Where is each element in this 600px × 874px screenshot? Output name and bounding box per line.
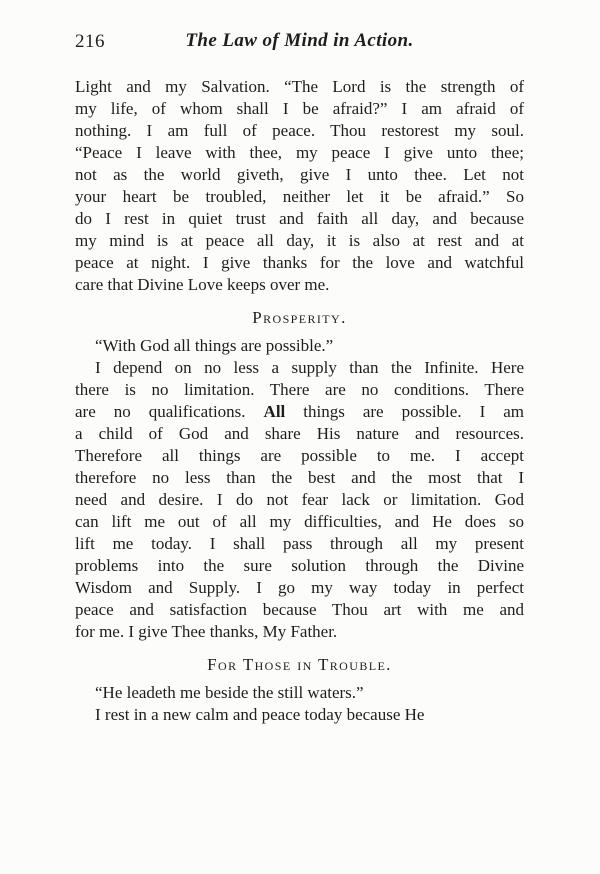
text-line: nothing. I am full of peace. Thou restorest my soul.	[75, 121, 524, 140]
text-line: a child of God and share His nature and resources.	[75, 424, 524, 443]
text-line: I rest in a new calm and peace today because He	[95, 705, 425, 724]
page-body	[75, 76, 524, 726]
prosperity-paragraph	[75, 357, 524, 643]
text-line: there is no limitation. There are no conditions. There	[75, 380, 524, 399]
running-title: The Law of Mind in Action.	[185, 30, 414, 51]
text-segment: things are possible. I am	[285, 402, 525, 421]
prosperity-quote-paragraph	[75, 335, 524, 357]
section-heading-for-those-in-trouble: For Those in Trouble.	[207, 655, 392, 674]
text-line: my mind is at peace all day, it is also at rest and at	[75, 231, 524, 250]
opening-paragraph	[75, 76, 524, 296]
text-line: care that Divine Love keeps over me.	[75, 275, 330, 294]
text-line: do I rest in quiet trust and faith all day, and because	[75, 209, 524, 228]
text-line: therefore no less than the best and the most that I	[75, 468, 524, 487]
text-line: I depend on no less a supply than the Infinite. Here	[95, 358, 524, 377]
text-line: Light and my Salvation. “The Lord is the strength of	[75, 77, 524, 96]
text-line: your heart be troubled, neither let it be afraid.” So	[75, 187, 524, 206]
text-line: my life, of whom shall I be afraid?” I am afraid of	[75, 99, 524, 118]
text-line: peace at night. I give thanks for the love and watchful	[75, 253, 524, 272]
text-line: can lift me out of all my difficulties, and He does so	[75, 512, 524, 531]
text-line: “Peace I leave with thee, my peace I give unto thee;	[75, 143, 524, 162]
text-line: for me. I give Thee thanks, My Father.	[75, 622, 338, 641]
scripture-quote-line: “He leadeth me beside the still waters.”	[95, 683, 364, 702]
page-header	[75, 30, 524, 54]
page-number: 216	[75, 31, 105, 52]
text-line: Therefore all things are possible to me. I accept	[75, 446, 524, 465]
scripture-quote-line: “With God all things are possible.”	[95, 336, 334, 355]
text-line: problems into the sure solution through the Divine	[75, 556, 524, 575]
text-segment: are no qualifications.	[75, 402, 264, 421]
text-line: lift me today. I shall pass through all my present	[75, 534, 524, 553]
text-line: peace and satisfaction because Thou art with me and	[75, 600, 524, 619]
trouble-paragraph	[75, 704, 524, 726]
section-heading-prosperity: Prosperity.	[252, 308, 347, 327]
bold-text: All	[263, 402, 286, 421]
text-line: Wisdom and Supply. I go my way today in perfect	[75, 578, 524, 597]
text-line	[75, 401, 524, 423]
text-line: not as the world giveth, give I unto thee. Let not	[75, 165, 524, 184]
trouble-quote-paragraph	[75, 682, 524, 704]
text-line: need and desire. I do not fear lack or limitation. God	[75, 490, 524, 509]
